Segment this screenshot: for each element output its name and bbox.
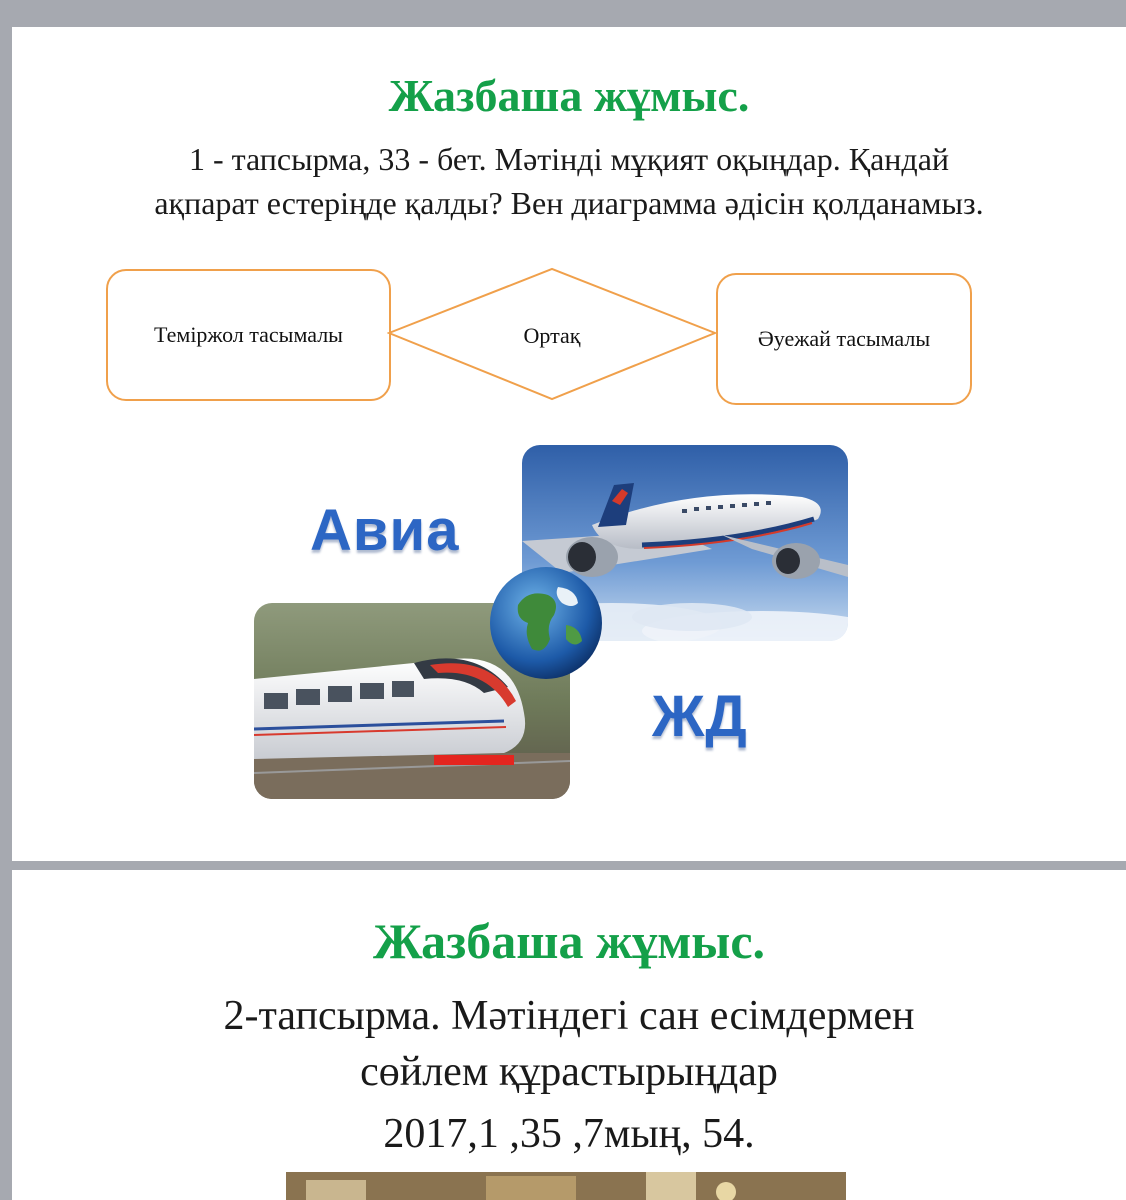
task-1-line-2: ақпарат естеріңде қалды? Вен диаграмма әдісін қолданамыз. [154, 185, 984, 221]
task-1-text [52, 137, 1086, 225]
slide-2-title: Жазбаша жұмыс. [372, 913, 766, 969]
venn-left-box [106, 269, 391, 401]
slide-1 [12, 27, 1126, 861]
avia-label: Авиа [310, 498, 460, 563]
venn-right-box [716, 273, 972, 405]
task-2-line-2: сөйлем құрастырыңдар [360, 1049, 778, 1095]
task-2-numbers: 2017,1 ,35 ,7мың, 54. [383, 1111, 755, 1157]
task-2-line-1: 2-тапсырма. Мәтіндегі сан есімдермен [223, 993, 915, 1039]
slide-2 [12, 870, 1126, 1200]
venn-left-label: Теміржол тасымалы [154, 322, 343, 347]
zhd-label: ЖД [652, 684, 748, 749]
slide-1-title: Жазбаша жұмыс. [388, 70, 750, 121]
globe-icon [488, 565, 604, 681]
task-1-line-1: 1 - тапсырма, 33 - бет. Мәтінді мұқият оқыңдар. Қандай [188, 141, 950, 177]
venn-center-label: Ортақ [523, 323, 581, 348]
task-2-text [52, 988, 1086, 1100]
hall-image [286, 1172, 846, 1200]
venn-right-label: Әуежай тасымалы [757, 326, 931, 351]
